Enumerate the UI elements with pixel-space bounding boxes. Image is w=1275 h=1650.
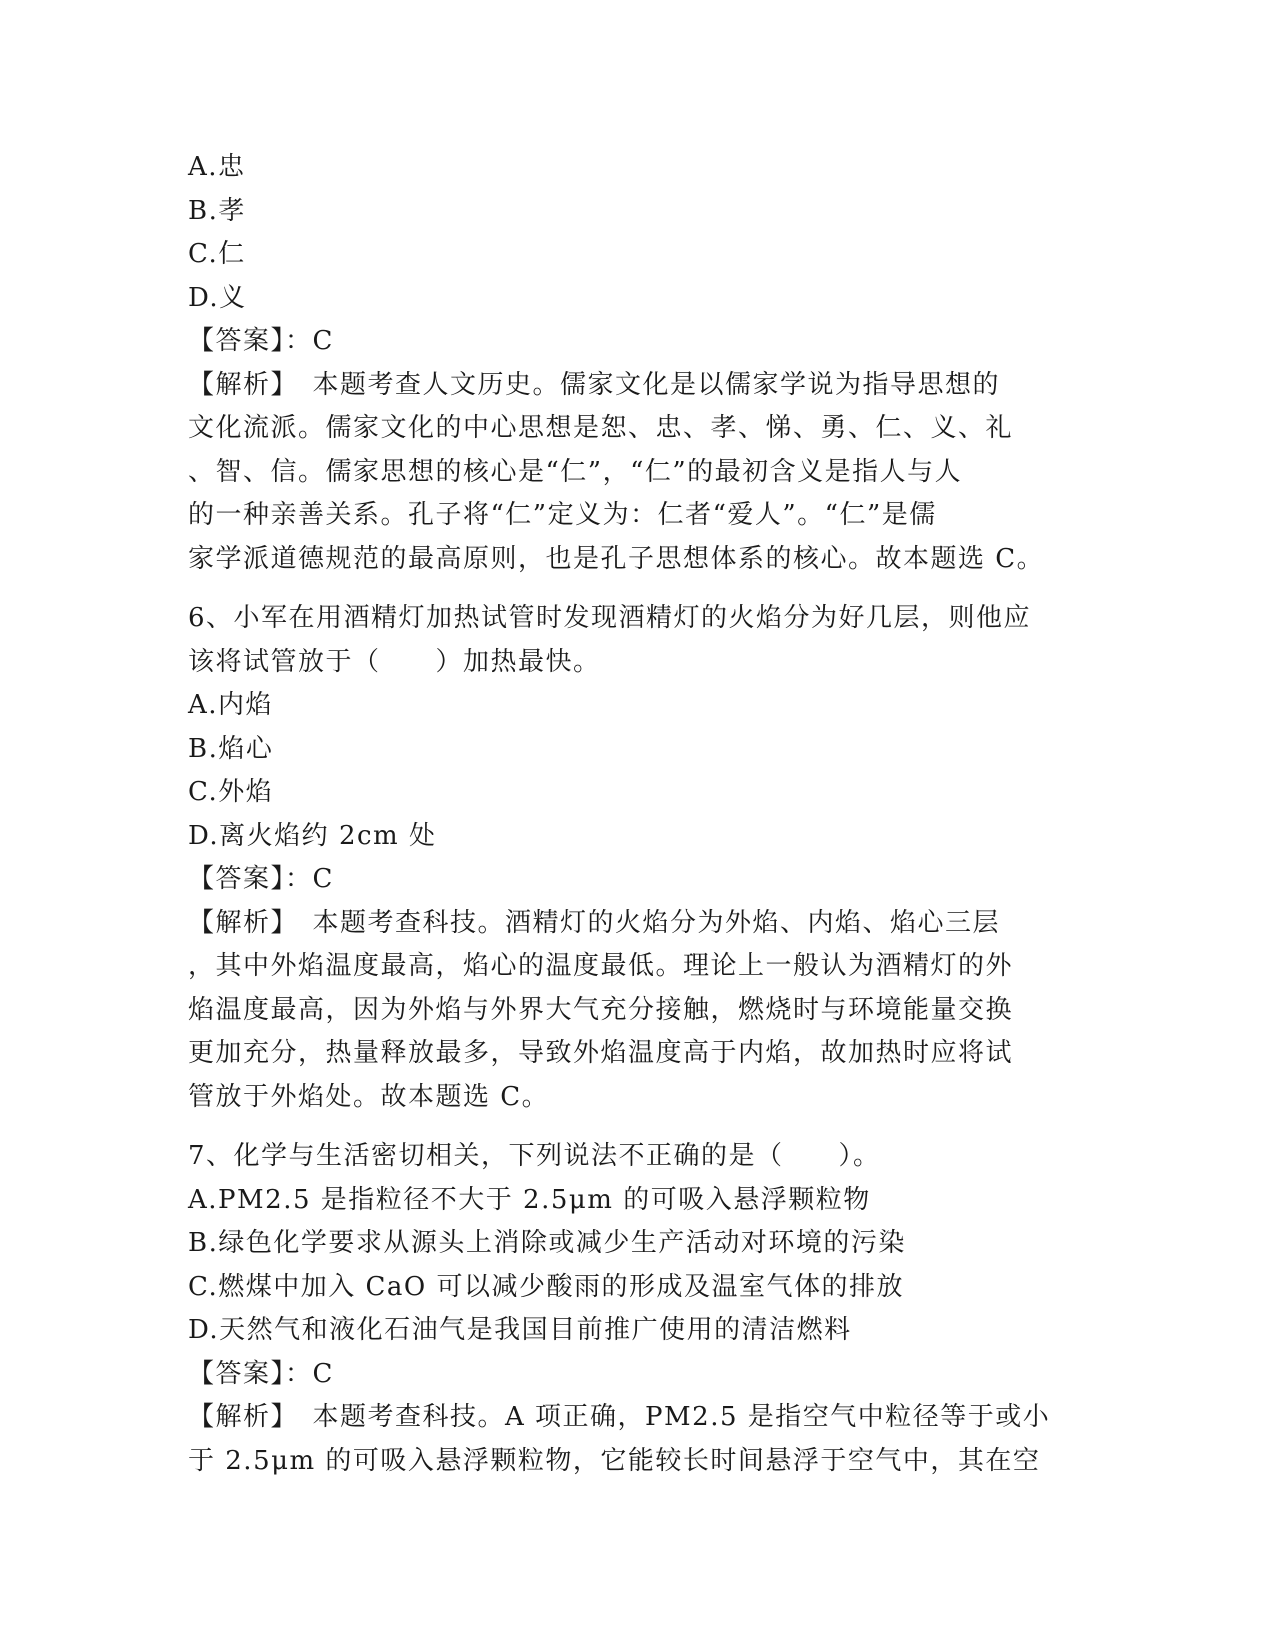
text-line: 6、小军在用酒精灯加热试管时发现酒精灯的火焰分为好几层，则他应 xyxy=(188,603,1032,633)
text-line: 家学派道德规范的最高原则，也是孔子思想体系的核心。故本题选 C。 xyxy=(188,543,1045,574)
text-line: 【答案】：C xyxy=(188,1358,334,1389)
text-line: 【解析】 本题考查人文历史。儒家文化是以儒家学说为指导思想的 xyxy=(188,369,1001,400)
question-block-q7 xyxy=(188,1135,1088,1483)
text-line: C.燃煤中加入 CaO 可以减少酸雨的形成及温室气体的排放 xyxy=(188,1271,904,1302)
text-line: 、智、信。儒家思想的核心是“仁”，“仁”的最初含义是指人与人 xyxy=(188,456,963,487)
text-line: A.PM2.5 是指粒径不大于 2.5μm 的可吸入悬浮颗粒物 xyxy=(188,1184,871,1215)
text-line: 的一种亲善关系。孔子将“仁”定义为：仁者“爱人”。“仁”是儒 xyxy=(188,500,937,530)
text-line: C.外焰 xyxy=(188,777,274,807)
document-content xyxy=(188,146,1088,1483)
text-line: D.义 xyxy=(188,282,247,313)
text-line: B.孝 xyxy=(188,195,246,226)
text-line: D.离火焰约 2cm 处 xyxy=(188,820,437,851)
text-line: 【解析】 本题考查科技。A 项正确，PM2.5 是指空气中粒径等于或小 xyxy=(188,1402,1051,1432)
text-line: 管放于外焰处。故本题选 C。 xyxy=(188,1081,550,1112)
text-line: C.仁 xyxy=(188,239,246,269)
text-line: 于 2.5μm 的可吸入悬浮颗粒物，它能较长时间悬浮于空气中，其在空 xyxy=(188,1445,1041,1476)
text-line: 7、化学与生活密切相关，下列说法不正确的是（ ）。 xyxy=(188,1141,881,1171)
text-line: D.天然气和液化石油气是我国目前推广使用的清洁燃料 xyxy=(188,1315,852,1345)
text-line: A.内焰 xyxy=(188,690,274,720)
text-line: 文化流派。儒家文化的中心思想是恕、忠、孝、悌、勇、仁、义、礼 xyxy=(188,413,1014,443)
question-block-q5-tail xyxy=(188,146,1088,581)
text-line: B.焰心 xyxy=(188,733,274,764)
block-gap xyxy=(188,581,1088,597)
text-line: 焰温度最高，因为外焰与外界大气充分接触，燃烧时与环境能量交换 xyxy=(188,994,1014,1025)
text-line: ，其中外焰温度最高，焰心的温度最低。理论上一般认为酒精灯的外 xyxy=(188,951,1014,981)
text-line: 该将试管放于（ ）加热最快。 xyxy=(188,646,601,677)
block-gap xyxy=(188,1119,1088,1135)
text-line: B.绿色化学要求从源头上消除或减少生产活动对环境的污染 xyxy=(188,1228,906,1258)
text-line: 【解析】 本题考查科技。酒精灯的火焰分为外焰、内焰、焰心三层 xyxy=(188,907,1001,938)
text-line: 更加充分，热量释放最多，导致外焰温度高于内焰，故加热时应将试 xyxy=(188,1038,1014,1068)
question-block-q6 xyxy=(188,597,1088,1119)
text-line: 【答案】：C xyxy=(188,326,334,356)
text-line: 【答案】：C xyxy=(188,864,334,894)
text-line: A.忠 xyxy=(188,152,246,182)
